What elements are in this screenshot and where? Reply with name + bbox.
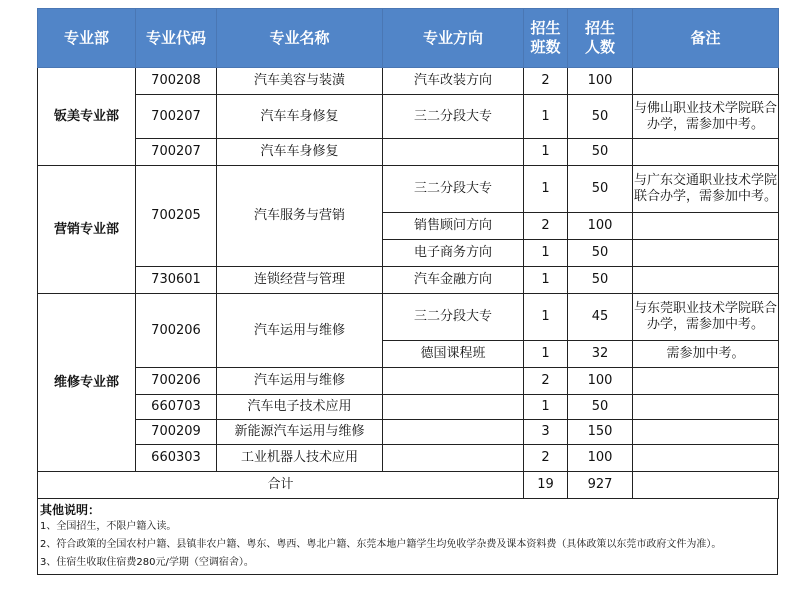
remark-cell [633,395,779,420]
classes-cell: 1 [524,294,568,341]
classes-cell: 1 [524,166,568,213]
dept-cell-weixiu: 维修专业部 [38,294,136,472]
name-cell: 汽车车身修复 [217,139,383,166]
people-cell: 50 [568,395,633,420]
people-cell: 100 [568,445,633,472]
people-cell: 32 [568,341,633,368]
note-line-2: 2、符合政策的全国农村户籍、县镇非农户籍、粤东、粤西、粤北户籍、东莞本地户籍学生均免收学杂费及课本资料费（具体政策以东莞市政府文件为准）。 [40,539,722,550]
direction-cell: 销售顾问方向 [383,213,524,240]
name-cell: 汽车美容与装潢 [217,68,383,95]
classes-cell: 2 [524,368,568,395]
code-cell: 730601 [136,267,217,294]
table-row [38,368,779,395]
header-code: 专业代码 [136,9,217,68]
direction-cell: 三二分段大专 [383,294,524,341]
direction-cell: 汽车改装方向 [383,68,524,95]
total-row [38,472,779,499]
classes-cell: 1 [524,341,568,368]
code-cell: 700208 [136,68,217,95]
header-classes [524,9,568,68]
table-row [38,68,779,95]
people-cell: 100 [568,68,633,95]
people-cell: 45 [568,294,633,341]
table-row [38,395,779,420]
remark-cell [633,139,779,166]
people-cell: 50 [568,95,633,139]
dept-cell-banjin: 钣美专业部 [38,68,136,166]
note-line-3: 3、住宿生收取住宿费280元/学期（空调宿舍）。 [40,557,254,568]
people-cell: 150 [568,420,633,445]
classes-cell: 1 [524,139,568,166]
header-people [568,9,633,68]
table-row [38,166,779,213]
header-dept: 专业部 [38,9,136,68]
direction-cell: 三二分段大专 [383,95,524,139]
name-cell: 汽车服务与营销 [217,166,383,267]
classes-cell: 2 [524,68,568,95]
direction-cell [383,368,524,395]
remark-cell: 与东莞职业技术学院联合办学，需参加中考。 [633,294,779,341]
name-cell: 汽车运用与维修 [217,368,383,395]
remark-cell: 与佛山职业技术学院联合办学，需参加中考。 [633,95,779,139]
direction-cell [383,445,524,472]
code-cell: 700206 [136,294,217,368]
table-row [38,294,779,341]
table-row [38,420,779,445]
direction-cell: 三二分段大专 [383,166,524,213]
name-cell: 汽车车身修复 [217,95,383,139]
name-cell: 工业机器人技术应用 [217,445,383,472]
notes-section [37,499,778,575]
classes-cell: 1 [524,240,568,267]
enrollment-table [37,8,779,499]
total-people: 927 [568,472,633,499]
table-row [38,95,779,139]
direction-cell [383,420,524,445]
code-cell: 700205 [136,166,217,267]
table-row [38,445,779,472]
people-cell: 100 [568,368,633,395]
total-classes: 19 [524,472,568,499]
direction-cell [383,139,524,166]
code-cell: 700207 [136,139,217,166]
name-cell: 汽车电子技术应用 [217,395,383,420]
header-classes-line2: 班数 [530,38,561,56]
total-label: 合计 [38,472,524,499]
name-cell: 汽车运用与维修 [217,294,383,368]
direction-cell: 电子商务方向 [383,240,524,267]
people-cell: 50 [568,166,633,213]
classes-cell: 2 [524,445,568,472]
classes-cell: 1 [524,267,568,294]
name-cell: 新能源汽车运用与维修 [217,420,383,445]
classes-cell: 1 [524,95,568,139]
code-cell: 660303 [136,445,217,472]
dept-cell-yingxiao: 营销专业部 [38,166,136,294]
direction-cell [383,395,524,420]
remark-cell [633,240,779,267]
remark-cell [633,420,779,445]
name-cell: 连锁经营与管理 [217,267,383,294]
header-classes-line1: 招生 [530,19,561,37]
table-header-row [38,9,779,68]
remark-cell [633,213,779,240]
header-remark: 备注 [633,9,779,68]
classes-cell: 1 [524,395,568,420]
remark-cell [633,68,779,95]
people-cell: 50 [568,139,633,166]
table-row [38,139,779,166]
header-name: 专业名称 [217,9,383,68]
header-people-line2: 人数 [584,38,615,56]
code-cell: 660703 [136,395,217,420]
people-cell: 50 [568,267,633,294]
people-cell: 100 [568,213,633,240]
note-line-1: 1、全国招生，不限户籍入读。 [40,521,177,532]
total-remark [633,472,779,499]
header-direction: 专业方向 [383,9,524,68]
code-cell: 700206 [136,368,217,395]
remark-cell: 与广东交通职业技术学院联合办学，需参加中考。 [633,166,779,213]
code-cell: 700209 [136,420,217,445]
table-row [38,267,779,294]
remark-cell [633,267,779,294]
header-people-line1: 招生 [584,19,615,37]
notes-title: 其他说明： [40,503,101,517]
enrollment-sheet [37,8,778,575]
code-cell: 700207 [136,95,217,139]
remark-cell [633,445,779,472]
classes-cell: 2 [524,213,568,240]
people-cell: 50 [568,240,633,267]
classes-cell: 3 [524,420,568,445]
remark-cell: 需参加中考。 [633,341,779,368]
remark-cell [633,368,779,395]
direction-cell: 德国课程班 [383,341,524,368]
direction-cell: 汽车金融方向 [383,267,524,294]
